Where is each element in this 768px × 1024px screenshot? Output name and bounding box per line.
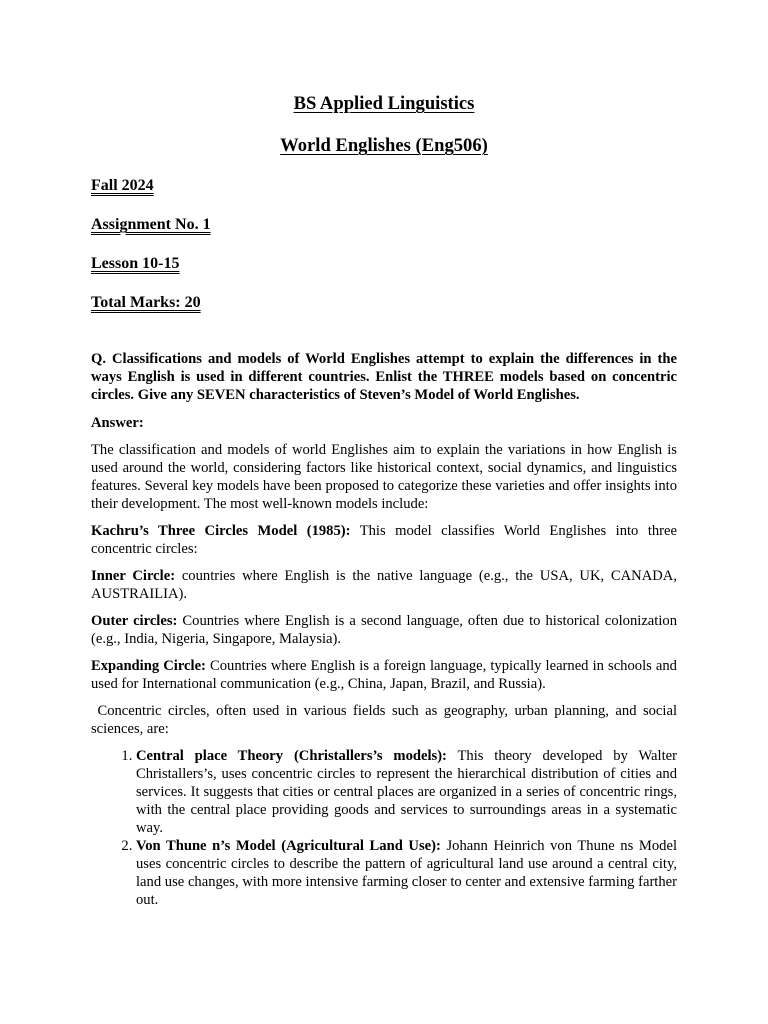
answer-label: Answer: xyxy=(91,415,144,431)
list-item xyxy=(136,837,677,909)
intro-paragraph: The classification and models of world Englishes aim to explain the variations in how English is used around the world, considering factors like historical context, social dynamics, and linguistics features. Several key models have been proposed to categorize these varieties and offer insights into their development. The most well-known models include: xyxy=(91,442,677,512)
kachru-text: This model classifies World Englishes into three concentric circles: xyxy=(91,523,677,557)
expanding-circle-lead: Expanding Circle: xyxy=(91,658,206,674)
outer-circle-paragraph xyxy=(91,612,677,648)
assignment-label: Assignment No. 1 xyxy=(91,216,211,233)
lessons-label: Lesson 10-15 xyxy=(91,255,180,272)
semester-label: Fall 2024 xyxy=(91,177,154,194)
kachru-paragraph xyxy=(91,522,677,558)
outer-circle-text: Countries where English is a second language, often due to historical colonization (e.g., India, Nigeria, Singapore, Malaysia). xyxy=(91,613,677,647)
outer-circle-lead: Outer circles: xyxy=(91,613,178,629)
model-lead: Central place Theory (Christallers’s models): xyxy=(136,748,447,764)
list-item xyxy=(136,747,677,837)
expanding-circle-text: Countries where English is a foreign language, typically learned in schools and used for International communication (e.g., China, Japan, Brazil, and Russia). xyxy=(91,658,677,692)
expanding-circle-paragraph xyxy=(91,657,677,693)
marks-label: Total Marks: 20 xyxy=(91,294,201,311)
inner-circle-paragraph xyxy=(91,567,677,603)
inner-circle-lead: Inner Circle: xyxy=(91,568,176,584)
question-text: Q. Classifications and models of World Englishes attempt to explain the differences in the ways English is used in different countries. Enlist the THREE models based on concentric circles. Give any SEVEN characteristics of Steven’s Model of World Englishes. xyxy=(91,351,677,403)
inner-circle-text: countries where English is the native language (e.g., the USA, UK, CANADA, AUSTRAILIA). xyxy=(91,568,677,602)
models-list xyxy=(91,747,677,909)
model-text: Johann Heinrich von Thune ns Model uses concentric circles to describe the pattern of agricultural land use around a central city, land use changes, with more intensive farming closer to center and extensive farming farther out. xyxy=(136,838,677,908)
concentric-intro-paragraph: Concentric circles, often used in various fields such as geography, urban planning, and social sciences, are: xyxy=(91,703,681,737)
program-title: BS Applied Linguistics xyxy=(293,93,475,114)
model-text: This theory developed by Walter Christallers’s, uses concentric circles to represent the hierarchical distribution of cities and services. It suggests that cities or central places are organized in a series of concentric rings, with the central place providing goods and services to surroundings areas in a systematic way. xyxy=(136,748,677,836)
kachru-lead: Kachru’s Three Circles Model (1985): xyxy=(91,523,351,539)
model-lead: Von Thune n’s Model (Agricultural Land Use): xyxy=(136,838,441,854)
course-title: World Englishes (Eng506) xyxy=(280,135,488,156)
